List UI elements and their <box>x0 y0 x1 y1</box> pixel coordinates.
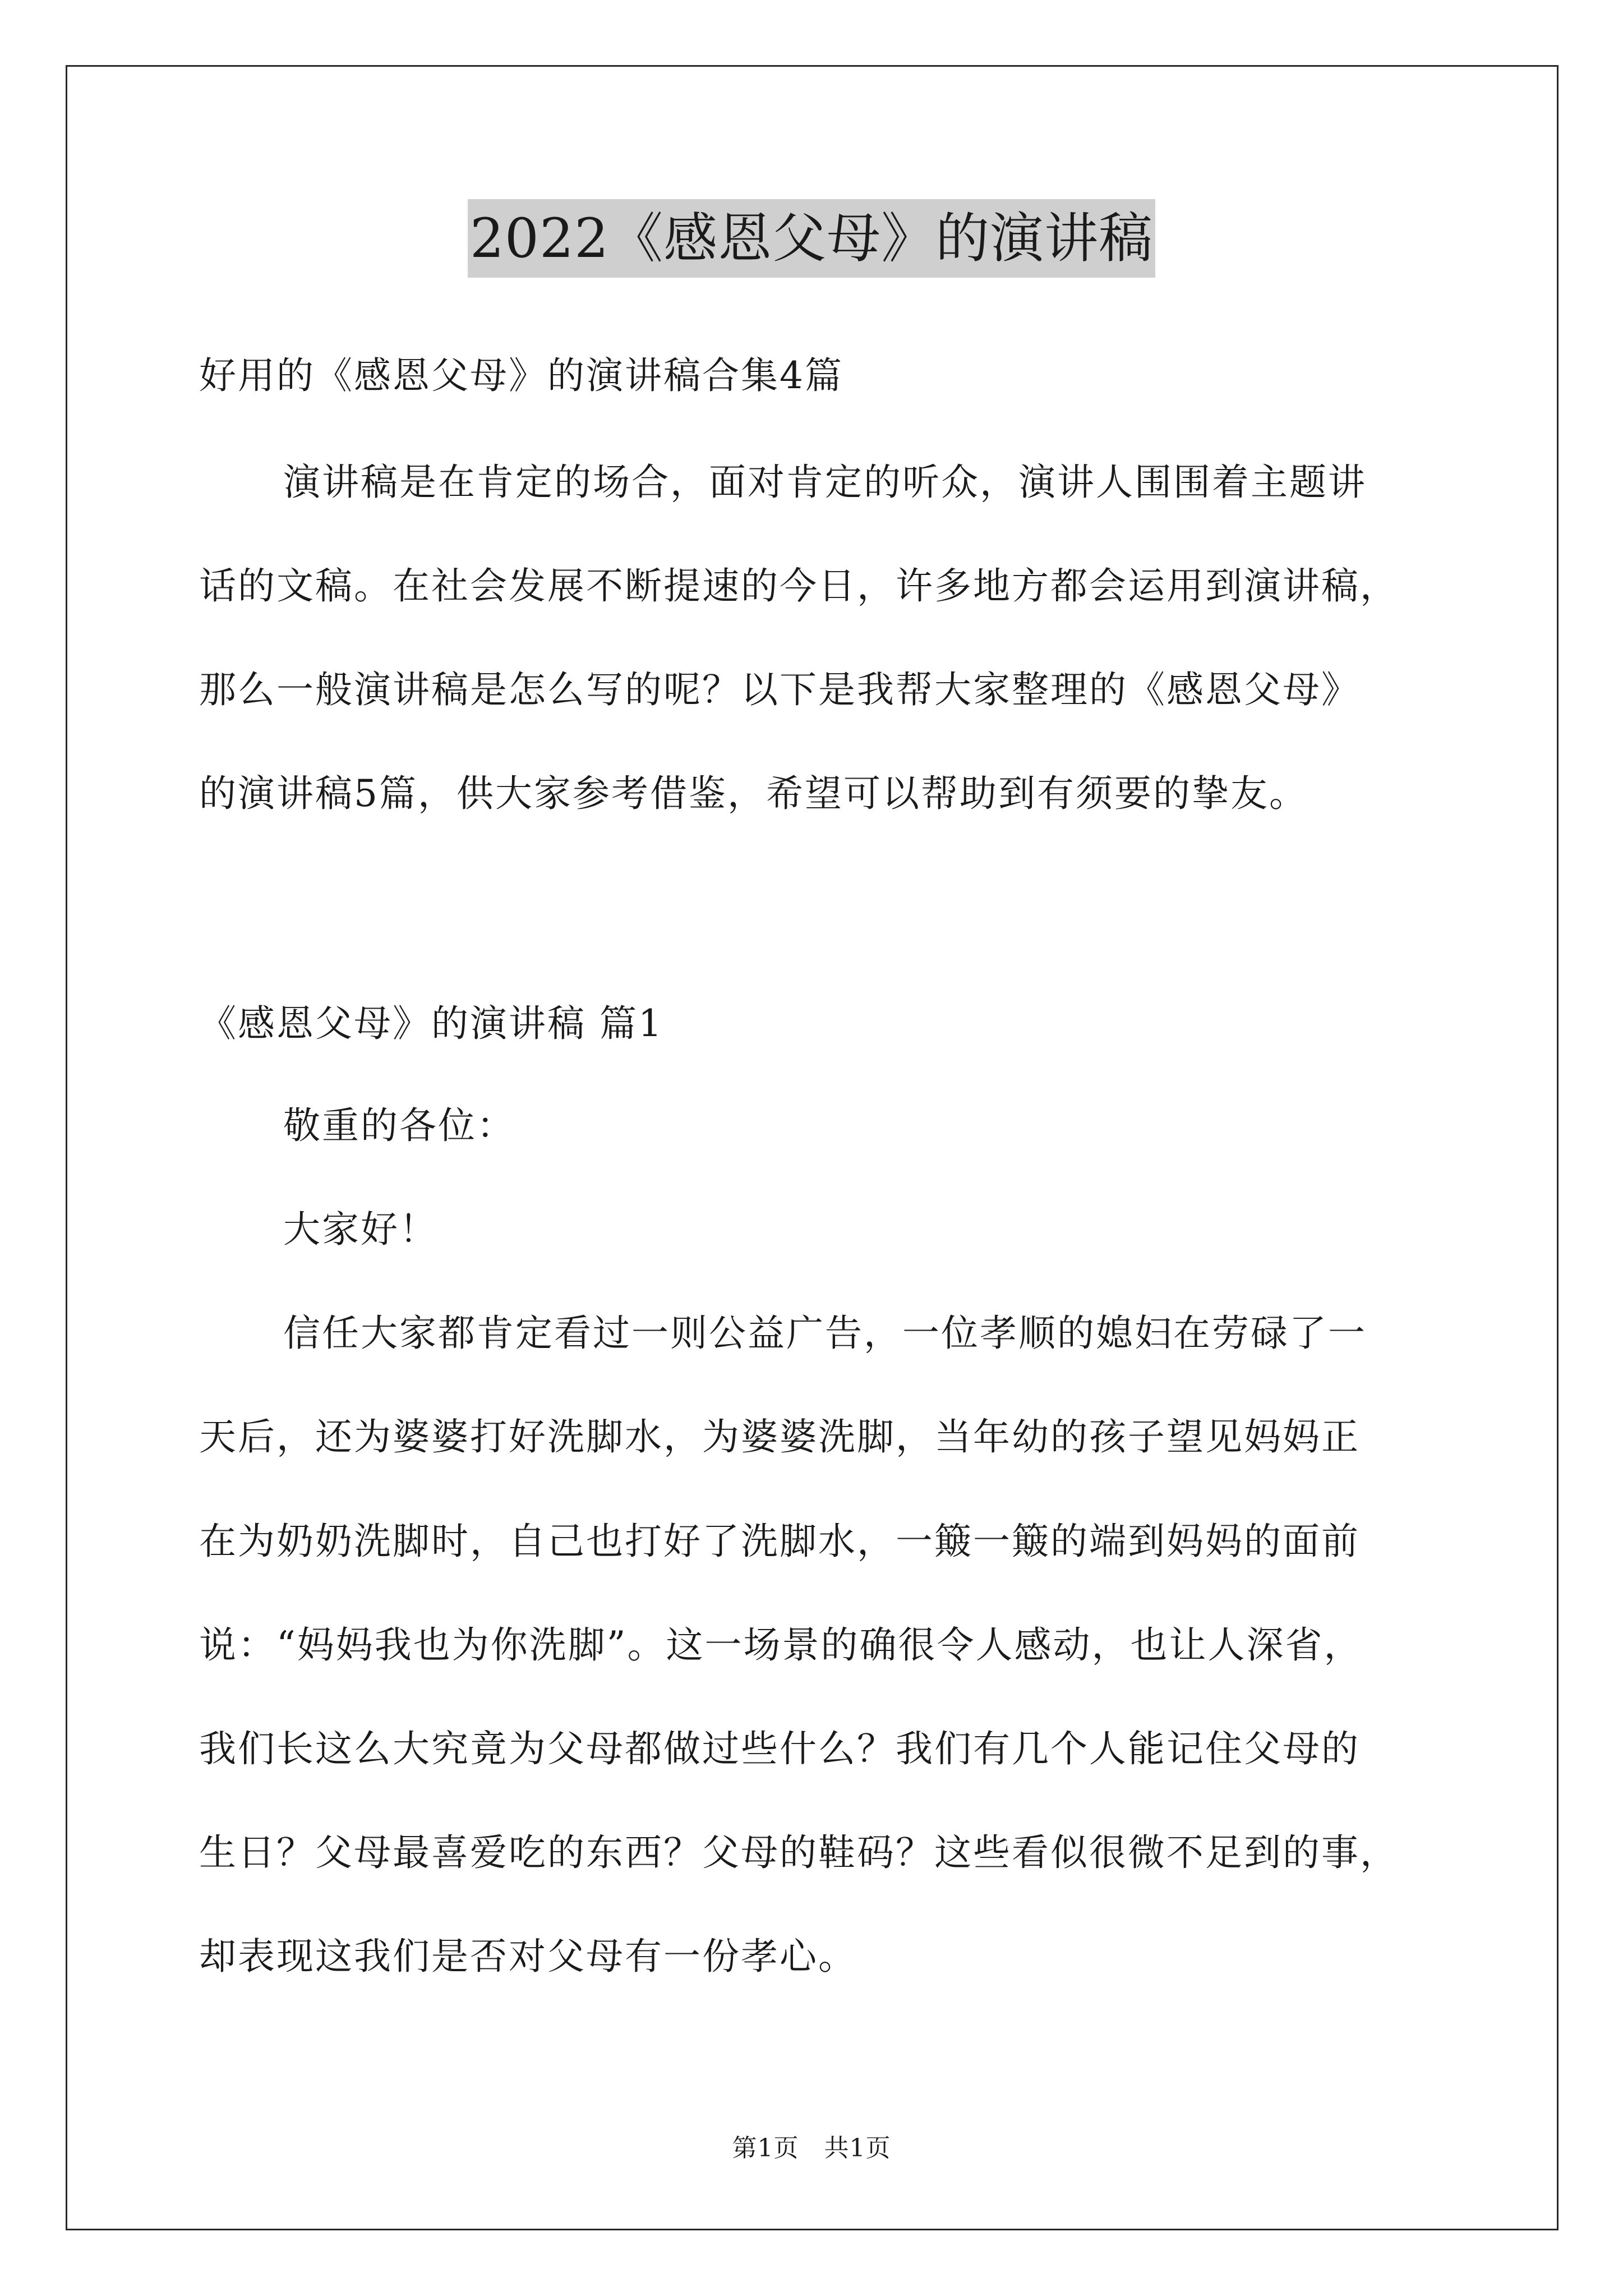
intro-line-3: 那么一般演讲稿是怎么写的呢？以下是我帮大家整理的《感恩父母》 <box>199 668 1360 711</box>
body-line-3: 在为奶奶洗脚时，自己也打好了洗脚水，一簸一簸的端到妈妈的面前 <box>199 1520 1360 1563</box>
body-line-1: 信任大家都肯定看过一则公益广告，一位孝顺的媳妇在劳碌了一 <box>283 1312 1367 1355</box>
title-container <box>0 199 1623 278</box>
body-line-6: 生日？父母最喜爱吃的东西？父母的鞋码？这些看似很微不足到的事， <box>199 1831 1399 1874</box>
intro-line-1: 演讲稿是在肯定的场合，面对肯定的听众，演讲人围围着主题讲 <box>283 461 1367 504</box>
intro-line-2: 话的文稿。在社会发展不断提速的今日，许多地方都会运用到演讲稿， <box>199 564 1399 608</box>
greeting: 大家好！ <box>283 1208 438 1251</box>
page-footer: 第1页 共1页 <box>732 2134 891 2162</box>
body-line-7: 却表现这我们是否对父母有一份孝心。 <box>199 1935 857 1978</box>
salutation: 敬重的各位： <box>283 1104 515 1147</box>
document-subtitle: 好用的《感恩父母》的演讲稿合集4篇 <box>199 354 843 397</box>
section-heading: 《感恩父母》的演讲稿 篇1 <box>199 1002 663 1045</box>
document-title: 2022《感恩父母》的演讲稿 <box>468 199 1155 278</box>
body-line-5: 我们长这么大究竟为父母都做过些什么？我们有几个人能记住父母的 <box>199 1727 1360 1770</box>
intro-line-4: 的演讲稿5篇，供大家参考借鉴，希望可以帮助到有须要的挚友。 <box>199 772 1308 815</box>
body-line-4: 说：“妈妈我也为你洗脚”。这一场景的确很令人感动，也让人深省， <box>199 1623 1363 1667</box>
body-line-2: 天后，还为婆婆打好洗脚水，为婆婆洗脚，当年幼的孩子望见妈妈正 <box>199 1415 1360 1458</box>
